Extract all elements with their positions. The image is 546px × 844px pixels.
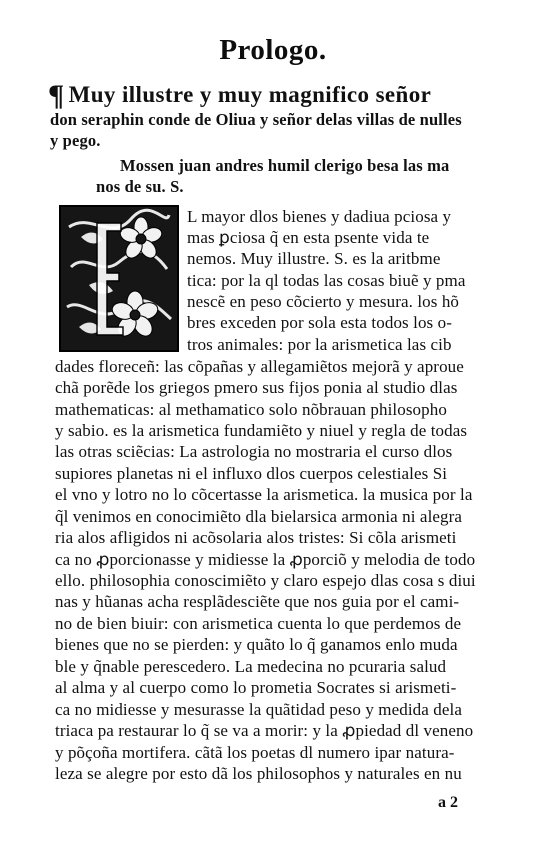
body-line-17: ca no ꝓporcionasse y midiesse la ꝓporciõ y melodia de todo — [55, 550, 476, 569]
body-line-7: tros animales: por la arismetica las cib — [187, 335, 452, 354]
body-line-25: triaca pa restaurar lo q̃ se va a morir: y la ꝓpiedad dl veneno — [55, 721, 474, 740]
body-line-8: dades floreceñ: las cõpañas y allegamiẽtos mejorã y aproue — [55, 357, 464, 376]
body-line-6: bres exceden por sola esta todos los o- — [187, 313, 452, 332]
body-line-1: L mayor dlos bienes y dadiua pciosa y — [187, 207, 452, 226]
body-line-23: al alma y al cuerpo como lo prometia Socrates si arismeti- — [55, 678, 457, 697]
author-line-2: nos de su. S. — [96, 177, 184, 196]
author-line-1: Mossen juan andres humil clerigo besa las ma — [120, 156, 450, 175]
body-line-15: q̃l venimos en conocimiẽto dla bielarsica armonia ni alegra — [55, 507, 463, 526]
dedication-heading — [48, 79, 528, 113]
body-line-5: nescẽ en peso cõcierto y mesura. los hõ — [187, 292, 460, 311]
body-line-14: el vno y lotro no lo cõcertasse la arismetica. la musica por la — [55, 485, 473, 504]
pilcrow-mark: ¶ — [48, 79, 65, 112]
body-line-24: ca no midiesse y mesurasse la quãtidad peso y medida dela — [55, 700, 462, 719]
address-line-2: y pego. — [50, 131, 101, 150]
body-line-11: y sabio. es la arismetica fundamiẽto y niuel y regla de todas — [55, 421, 468, 440]
body-line-18: ello. philosophia conoscimiẽto y claro espejo dlas cosa s diui — [55, 571, 476, 590]
page-title: Prologo. — [219, 34, 327, 66]
body-line-12: las otras sciẽcias: La astrologia no mostraria el curso dlos — [55, 442, 453, 461]
body-line-27: leza se alegre por esto dã los philosophos y naturales en nu — [55, 764, 462, 783]
body-line-26: y põçoña mortifera. cãtã los poetas dl numero ipar natura- — [55, 743, 455, 762]
body-line-21: bienes que no se pierden: y quãto lo q̃ ganamos enlo muda — [55, 635, 458, 654]
decorated-initial-letter — [59, 205, 179, 352]
folio-signature: a 2 — [438, 794, 458, 811]
body-line-9: chã porẽde los griegos pmero sus fijos ponia al studio dlas — [55, 378, 458, 397]
address-line-1: don seraphin conde de Oliua y señor delas villas de nulles — [50, 110, 462, 129]
body-line-3: nemos. Muy illustre. S. es la aritbme — [187, 249, 441, 268]
body-line-2: mas ꝑciosa q̃ en esta psente vida te — [187, 228, 430, 247]
floral-initial-e-icon — [61, 207, 177, 350]
body-line-4: tica: por la ql todas las cosas biuẽ y pma — [187, 271, 466, 290]
body-line-20: no de bien biuir: con arismetica cuenta lo que perdemos de — [55, 614, 462, 633]
body-line-22: ble y q̃nable perescedero. La medecina no pcuraria salud — [55, 657, 447, 676]
body-line-13: supiores planetas ni el influxo dlos cuerpos celestiales Si — [55, 464, 448, 483]
body-line-19: nas y hũanas acha resplãdesciẽte que nos guia por el cami- — [55, 592, 460, 611]
body-line-16: ria alos afligidos ni acõsolaria alos tristes: Si cõla arismeti — [55, 528, 457, 547]
dedication-heading-text: Muy illustre y muy magnifico señor — [68, 82, 432, 107]
body-line-10: mathematicas: al methamatico solo nõbrauan philosopho — [55, 400, 447, 419]
